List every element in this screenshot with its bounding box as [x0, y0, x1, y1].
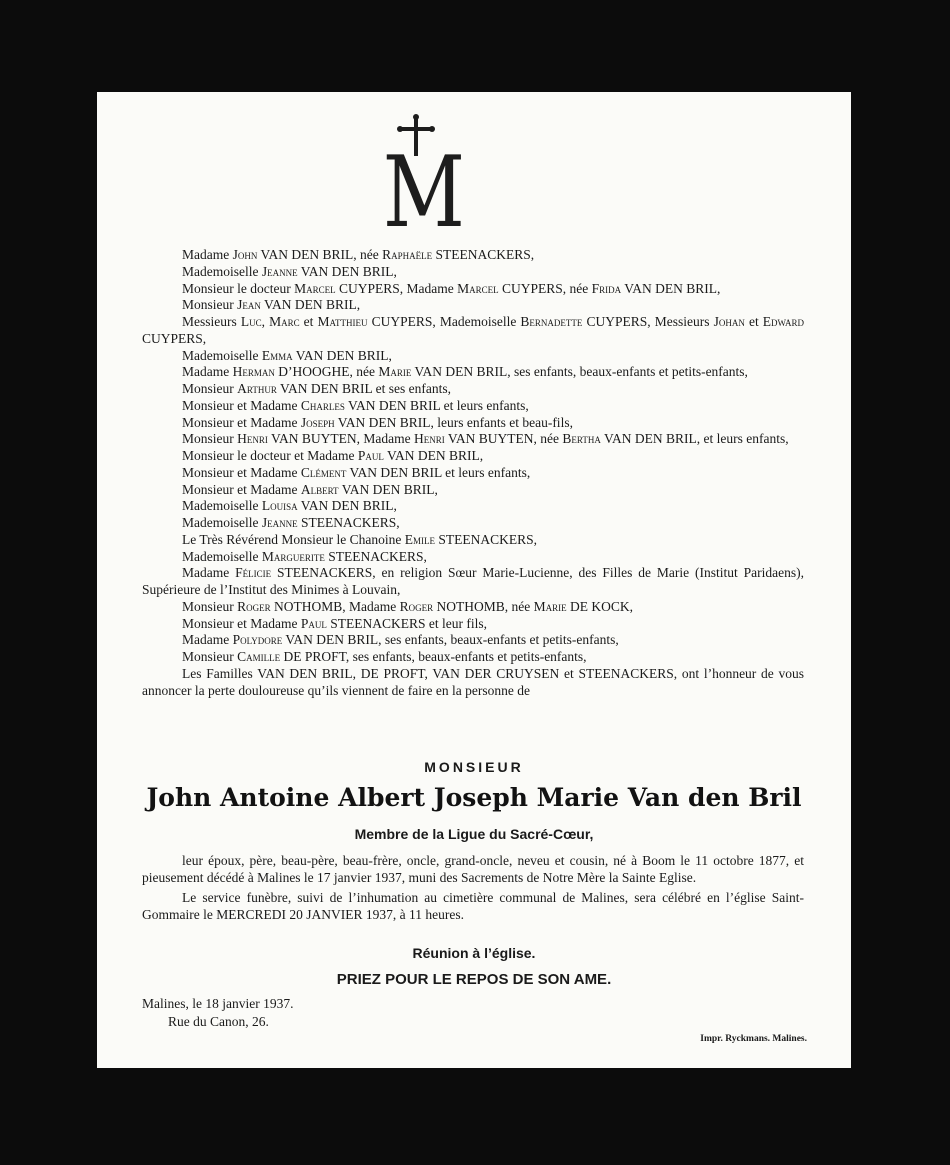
given-name: Félicie: [235, 565, 272, 581]
given-name: Johan: [713, 314, 745, 329]
notice-body: [142, 853, 804, 923]
text-segment: VAN BUYTEN, née: [444, 431, 563, 447]
given-name: Camille: [237, 649, 281, 664]
family-line: [142, 398, 804, 415]
family-line: [142, 431, 804, 448]
date-line: Malines, le 18 janvier 1937.: [142, 996, 294, 1011]
given-name: Matthieu: [317, 314, 368, 329]
given-name: Herman: [232, 364, 275, 380]
text-segment: Monsieur: [182, 381, 238, 396]
given-name: Arthur: [237, 381, 277, 396]
given-name: Bernadette: [520, 314, 583, 329]
funeral-service-details: Le service funèbre, suivi de l’inhumation au cimetière communal de Malines, sera célébré en l’église Saint-Gommaire le MERCREDI 20 JANVIER 1937, à 11 heures.: [142, 890, 804, 922]
text-segment: VAN BUYTEN, Madame: [267, 431, 414, 447]
given-name: Marie: [378, 364, 412, 380]
given-name: Roger: [237, 598, 271, 614]
printer-credit: Impr. Ryckmans. Malines.: [700, 1034, 807, 1044]
deceased-name: John Antoine Albert Joseph Marie Van den Bril: [146, 783, 802, 812]
text-segment: VAN DEN BRIL et leurs enfants,: [344, 397, 529, 413]
text-segment: Monsieur et Madame: [182, 464, 301, 480]
monogram-letter: M: [382, 136, 466, 250]
text-segment: et: [744, 314, 763, 329]
family-line: [142, 381, 804, 398]
text-segment: Le Très Révérend Monsieur le Chanoine: [182, 531, 405, 547]
family-line: [142, 482, 804, 499]
text-segment: CUYPERS, Madame: [335, 280, 458, 296]
text-segment: Mademoiselle: [182, 515, 262, 530]
text-segment: CUYPERS, Mademoiselle: [367, 314, 521, 329]
text-segment: Messieurs: [182, 314, 241, 329]
family-line: [142, 364, 804, 381]
given-name: Jeanne: [261, 515, 298, 530]
given-name: Jeanne: [261, 263, 298, 279]
text-segment: DE KOCK,: [566, 598, 634, 614]
text-segment: VAN DEN BRIL,: [383, 448, 484, 463]
text-segment: VAN DEN BRIL,: [292, 347, 392, 363]
family-line: [142, 599, 804, 616]
text-segment: VAN DEN BRIL, ses enfants, beaux-enfants et petits-enfants,: [282, 632, 619, 648]
text-segment: VAN DEN BRIL, ses enfants, beaux-enfants et petits-enfants,: [411, 364, 748, 380]
text-segment: VAN DEN BRIL,: [621, 280, 721, 296]
given-name: Paul: [357, 448, 384, 463]
given-name: Roger: [399, 598, 434, 614]
family-line: [142, 281, 804, 298]
text-segment: Monsieur et Madame: [182, 481, 301, 497]
text-segment: Mademoiselle: [182, 498, 262, 514]
membership-line: Membre de la Ligue du Sacré-Cœur,: [354, 826, 594, 842]
text-segment: Madame: [182, 247, 233, 262]
given-name: Marcel: [294, 280, 336, 296]
text-segment: STEENACKERS et leur fils,: [326, 615, 487, 631]
given-name: Joseph: [300, 414, 335, 430]
family-line: [142, 649, 804, 666]
text-segment: VAN DEN BRIL,: [297, 263, 397, 279]
marian-monogram: [375, 114, 466, 250]
prayer-request: PRIEZ POUR LE REPOS DE SON AME.: [336, 971, 612, 988]
text-segment: VAN DEN BRIL et ses enfants,: [276, 381, 451, 396]
given-name: Clément: [300, 464, 347, 480]
text-segment: CUYPERS, Messieurs: [582, 314, 714, 329]
text-segment: Mademoiselle: [182, 347, 262, 363]
text-segment: VAN DEN BRIL, et leurs enfants,: [600, 431, 789, 447]
text-segment: Les Familles VAN DEN BRIL, DE PROFT, VAN DER CRUYSEN et STEENACKERS, ont l’honneur de vous annoncer la perte douloureuse qu’ils viennent de faire en la personne de: [142, 665, 804, 698]
text-segment: STEENACKERS,: [297, 515, 400, 530]
given-name: Edward: [762, 314, 805, 329]
family-list: [142, 247, 804, 699]
text-segment: et: [299, 314, 318, 329]
family-line: [142, 348, 804, 365]
text-segment: VAN DEN BRIL, leurs enfants et beau-fils,: [334, 414, 573, 430]
family-line: [142, 415, 804, 432]
place-and-date: [142, 995, 293, 1031]
given-name: Luc: [240, 314, 262, 329]
given-name: Henri: [237, 431, 268, 447]
text-segment: CUYPERS,: [142, 330, 207, 346]
given-name: Louisa: [261, 498, 298, 514]
text-segment: STEENACKERS, en religion Sœur Marie-Lucienne, des Filles de Marie (Institut Paridaens), Supérieure de l’Institut des Minimes à Louvain,: [142, 565, 804, 597]
text-segment: DE PROFT, ses enfants, beaux-enfants et petits-enfants,: [280, 649, 587, 664]
family-line: [142, 565, 804, 599]
given-name: Henri: [414, 431, 445, 447]
text-segment: NOTHOMB, née: [433, 598, 534, 614]
text-segment: Monsieur: [182, 431, 238, 447]
text-segment: VAN DEN BRIL,: [297, 498, 397, 514]
given-name: Emile: [404, 531, 435, 547]
text-segment: D’HOOGHE, née: [274, 364, 379, 380]
family-line: [142, 498, 804, 515]
given-name: Paul: [300, 615, 327, 631]
family-line: [142, 314, 804, 348]
text-segment: Monsieur et Madame: [182, 414, 301, 430]
text-segment: CUYPERS, née: [498, 280, 592, 296]
given-name: Bertha: [562, 431, 601, 447]
family-line: [142, 532, 804, 549]
family-line: [142, 297, 804, 314]
text-segment: Mademoiselle: [182, 548, 262, 564]
given-name: Marc: [269, 314, 300, 329]
text-segment: STEENACKERS,: [324, 548, 427, 564]
family-line: [142, 515, 804, 532]
given-name: Marie: [533, 598, 567, 614]
text-segment: Monsieur et Madame: [182, 615, 301, 631]
text-segment: Monsieur et Madame: [182, 397, 301, 413]
text-segment: Madame: [182, 565, 236, 581]
given-name: Charles: [300, 397, 345, 413]
family-line: [142, 465, 804, 482]
text-segment: STEENACKERS,: [434, 531, 537, 547]
family-line: [142, 549, 804, 566]
text-segment: Monsieur: [182, 598, 238, 614]
address-line: Rue du Canon, 26.: [168, 1014, 269, 1029]
text-segment: Madame: [182, 364, 233, 380]
family-line: [142, 616, 804, 633]
text-segment: Monsieur: [182, 649, 238, 664]
honorific: MONSIEUR: [424, 759, 524, 775]
death-details: leur époux, père, beau-père, beau-frère, oncle, grand-oncle, neveu et cousin, né à Boom le 11 octobre 1877, et pieusement décédé à Malines le 17 janvier 1937, muni des Sacrements de Notre Mère la Sainte Eglise.: [142, 853, 804, 885]
gathering-line: Réunion à l’église.: [412, 945, 536, 961]
family-line: [142, 448, 804, 465]
text-segment: NOTHOMB, Madame: [270, 598, 400, 614]
given-name: Jean: [237, 297, 261, 313]
text-segment: VAN DEN BRIL et leurs enfants,: [346, 464, 531, 480]
family-line: [142, 632, 804, 649]
text-segment: VAN DEN BRIL,: [338, 481, 438, 497]
given-name: Marcel: [457, 280, 499, 296]
given-name: John: [232, 247, 258, 262]
given-name: Polydore: [232, 632, 283, 648]
family-line: [142, 247, 804, 264]
text-segment: Monsieur le docteur: [182, 280, 295, 296]
given-name: Frida: [591, 280, 622, 296]
text-segment: Monsieur: [182, 297, 238, 313]
text-segment: Madame: [182, 632, 233, 648]
text-segment: Mademoiselle: [182, 263, 262, 279]
text-segment: VAN DEN BRIL,: [260, 297, 361, 313]
death-notice-card: [97, 92, 851, 1068]
given-name: Marguerite: [261, 548, 325, 564]
text-segment: ,: [261, 314, 270, 329]
given-name: Raphaële: [382, 247, 433, 262]
text-segment: STEENACKERS,: [432, 247, 535, 262]
family-line: [142, 264, 804, 281]
given-name: Albert: [300, 481, 339, 497]
text-segment: VAN DEN BRIL, née: [257, 247, 383, 262]
given-name: Emma: [261, 347, 293, 363]
family-line: [142, 666, 804, 700]
text-segment: Monsieur le docteur et Madame: [182, 448, 358, 463]
